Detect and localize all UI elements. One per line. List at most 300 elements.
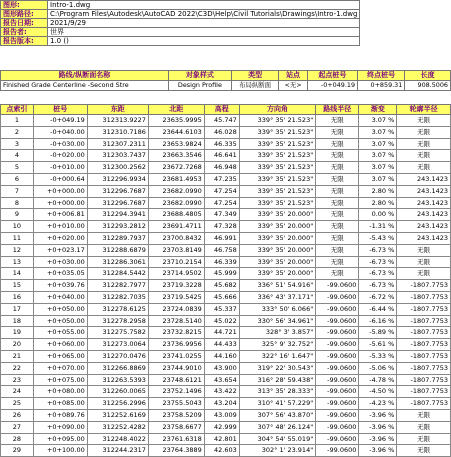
table-cell: 336° 43' 37.171" (239, 291, 315, 303)
table-cell: 19 (1, 327, 34, 339)
table-row (1, 126, 451, 138)
table-cell: +0+090.00 (33, 421, 87, 433)
route-header-cell: 起点桩号 (307, 71, 357, 81)
table-cell: 23688.4805 (148, 209, 204, 221)
table-cell: 7 (1, 185, 34, 197)
points-header-cell: 路线半径 (316, 105, 359, 115)
table-cell: 21 (1, 350, 34, 362)
table-cell: 23764.3889 (148, 445, 204, 457)
table-cell: -5.61 % (359, 339, 397, 351)
table-cell: -3.96 % (359, 433, 397, 445)
table-cell: +0+010.00 (33, 221, 87, 233)
route-summary-table (0, 70, 451, 91)
table-cell: 12 (1, 244, 34, 256)
table-cell: +0+055.00 (33, 327, 87, 339)
table-cell: 23724.0839 (148, 303, 204, 315)
table-cell: -99.0600 (316, 362, 359, 374)
table-cell: +0+000.00 (33, 197, 87, 209)
table-cell: 23635.9995 (148, 115, 204, 127)
route-cell: 0+859.31 (358, 81, 405, 91)
table-cell: 无限 (316, 232, 359, 244)
table-cell: +0+000.00 (33, 185, 87, 197)
table-cell: 6 (1, 173, 34, 185)
table-cell: 312307.2311 (87, 138, 148, 150)
table-cell: 无限 (397, 115, 451, 127)
table-row (1, 291, 451, 303)
table-cell: 46.758 (204, 244, 239, 256)
table-cell: 23653.9824 (148, 138, 204, 150)
table-cell: -5.89 % (359, 327, 397, 339)
table-row (1, 115, 451, 127)
table-cell: 23700.8432 (148, 232, 204, 244)
points-body (1, 115, 451, 457)
table-cell: 27 (1, 421, 34, 433)
table-cell: 无限 (316, 244, 359, 256)
table-cell: -99.0600 (316, 409, 359, 421)
table-cell: 23681.4953 (148, 173, 204, 185)
table-cell: 339° 35' 21.523" (239, 173, 315, 185)
table-cell: 23644.6103 (148, 126, 204, 138)
table-cell: 16 (1, 291, 34, 303)
table-cell: 2.80 % (359, 197, 397, 209)
table-cell: 无限 (316, 115, 359, 127)
table-cell: 23744.9010 (148, 362, 204, 374)
table-cell: 无限 (316, 268, 359, 280)
table-cell: 312296.9934 (87, 173, 148, 185)
table-cell: 无限 (316, 150, 359, 162)
table-cell: -99.0600 (316, 350, 359, 362)
table-cell: 29 (1, 445, 34, 457)
table-cell: -1807.7753 (397, 386, 451, 398)
table-cell: 312313.9227 (87, 115, 148, 127)
table-cell: 无限 (397, 421, 451, 433)
table-cell: 23691.4711 (148, 221, 204, 233)
table-cell: -0+049.19 (33, 115, 87, 127)
meta-key: 报告者: (1, 28, 48, 37)
table-cell: 23758.5209 (148, 409, 204, 421)
route-header-row (1, 71, 451, 81)
table-cell: 243.1423 (397, 197, 451, 209)
table-cell: 312278.6125 (87, 303, 148, 315)
table-cell: -4.23 % (359, 398, 397, 410)
table-cell: -99.0600 (316, 386, 359, 398)
table-cell: 312275.7582 (87, 327, 148, 339)
table-cell: 46.028 (204, 126, 239, 138)
table-cell: 339° 35' 21.523" (239, 115, 315, 127)
table-cell: 313° 35' 28.333" (239, 386, 315, 398)
route-data-row (1, 81, 451, 91)
table-cell: 336° 51' 54.916" (239, 280, 315, 292)
table-cell: 312296.7687 (87, 197, 148, 209)
table-cell: 339° 35' 21.523" (239, 185, 315, 197)
table-cell: 43.204 (204, 398, 239, 410)
table-cell: -5.33 % (359, 350, 397, 362)
table-cell: 无限 (316, 185, 359, 197)
table-cell: 43.009 (204, 409, 239, 421)
table-cell: 2.80 % (359, 185, 397, 197)
table-cell: 339° 35' 20.000" (239, 268, 315, 280)
table-cell: 23714.9502 (148, 268, 204, 280)
table-cell: 304° 54' 55.019" (239, 433, 315, 445)
table-cell: 312294.3941 (87, 209, 148, 221)
table-cell: -99.0600 (316, 303, 359, 315)
table-cell: 无限 (397, 445, 451, 457)
table-cell: 339° 35' 21.523" (239, 138, 315, 150)
table-cell: -99.0600 (316, 421, 359, 433)
table-cell: 17 (1, 303, 34, 315)
table-cell: 无限 (397, 268, 451, 280)
table-row (1, 244, 451, 256)
table-row (1, 327, 451, 339)
table-cell: 14 (1, 268, 34, 280)
route-header-cell: 类型 (231, 71, 279, 81)
table-cell: 23 (1, 374, 34, 386)
table-cell: 无限 (316, 173, 359, 185)
table-cell: 45.666 (204, 291, 239, 303)
table-cell: 3.07 % (359, 138, 397, 150)
table-cell: -0+000.64 (33, 173, 87, 185)
table-cell: -99.0600 (316, 445, 359, 457)
table-cell: 45.682 (204, 280, 239, 292)
table-cell: 3.07 % (359, 126, 397, 138)
table-cell: -0+020.00 (33, 150, 87, 162)
meta-row (1, 10, 360, 19)
table-cell: 23672.7268 (148, 162, 204, 174)
table-cell: 333° 50' 6.066" (239, 303, 315, 315)
table-cell: 23663.3546 (148, 150, 204, 162)
points-header-cell: 方向角 (239, 105, 315, 115)
table-cell: 312282.7035 (87, 291, 148, 303)
route-header-cell: 长度 (405, 71, 451, 81)
table-cell: 无限 (397, 126, 451, 138)
table-cell: -1807.7753 (397, 350, 451, 362)
table-cell: +0+060.00 (33, 339, 87, 351)
table-row (1, 173, 451, 185)
points-header-cell: 桩号 (33, 105, 87, 115)
table-cell: 43.900 (204, 362, 239, 374)
table-row (1, 409, 451, 421)
table-cell: 243.1423 (397, 221, 451, 233)
table-cell: +0+030.00 (33, 256, 87, 268)
table-cell: 312248.4022 (87, 433, 148, 445)
table-row (1, 209, 451, 221)
table-cell: 47.235 (204, 173, 239, 185)
table-cell: 无限 (316, 126, 359, 138)
table-row (1, 256, 451, 268)
table-cell: 312270.0476 (87, 350, 148, 362)
meta-value: 1.0 () (48, 37, 360, 46)
table-row (1, 150, 451, 162)
table-row (1, 386, 451, 398)
table-cell: 23710.2154 (148, 256, 204, 268)
table-cell: 312300.2562 (87, 162, 148, 174)
table-cell: 46.339 (204, 256, 239, 268)
table-cell: 23728.5140 (148, 315, 204, 327)
points-header-cell: 渐变 (359, 105, 397, 115)
meta-row (1, 28, 360, 37)
table-cell: -6.73 % (359, 244, 397, 256)
table-cell: +0+039.76 (33, 280, 87, 292)
table-cell: -99.0600 (316, 291, 359, 303)
table-cell: 无限 (316, 221, 359, 233)
meta-value: Intro-1.dwg (48, 1, 360, 10)
table-cell: 23741.0255 (148, 350, 204, 362)
table-cell: -1807.7753 (397, 327, 451, 339)
table-cell: 1 (1, 115, 34, 127)
table-cell: 310° 41' 57.229" (239, 398, 315, 410)
table-cell: 312284.5442 (87, 268, 148, 280)
table-cell: 339° 35' 20.000" (239, 256, 315, 268)
table-cell: 43.422 (204, 386, 239, 398)
route-header-cell: 对象样式 (168, 71, 231, 81)
table-cell: 23682.0990 (148, 197, 204, 209)
table-cell: 3.07 % (359, 162, 397, 174)
table-cell: 43.654 (204, 374, 239, 386)
table-cell: 10 (1, 221, 34, 233)
table-cell: -6.73 % (359, 280, 397, 292)
table-cell: 11 (1, 232, 34, 244)
table-cell: -4.50 % (359, 386, 397, 398)
table-row (1, 232, 451, 244)
table-cell: 46.948 (204, 162, 239, 174)
table-cell: 23719.5425 (148, 291, 204, 303)
table-cell: 312252.4282 (87, 421, 148, 433)
table-cell: 312252.6169 (87, 409, 148, 421)
table-cell: 312296.7687 (87, 185, 148, 197)
table-row (1, 197, 451, 209)
table-row (1, 280, 451, 292)
route-header-cell: 路线/纵断面名称 (1, 71, 169, 81)
table-cell: -6.73 % (359, 256, 397, 268)
table-cell: 339° 35' 21.523" (239, 126, 315, 138)
table-cell: 3 (1, 138, 34, 150)
table-cell: 20 (1, 339, 34, 351)
table-cell: -6.16 % (359, 315, 397, 327)
meta-row (1, 19, 360, 28)
table-cell: 23752.1496 (148, 386, 204, 398)
route-cell: 908.5006 (405, 81, 451, 91)
table-cell: 339° 35' 21.523" (239, 150, 315, 162)
table-cell: -0+010.00 (33, 162, 87, 174)
table-cell: -99.0600 (316, 315, 359, 327)
table-cell: -1807.7753 (397, 315, 451, 327)
meta-key: 图形: (1, 1, 48, 10)
table-cell: 312310.7186 (87, 126, 148, 138)
table-cell: 312256.2996 (87, 398, 148, 410)
table-cell: 23761.6318 (148, 433, 204, 445)
table-cell: 312286.3061 (87, 256, 148, 268)
table-cell: -99.0600 (316, 339, 359, 351)
table-cell: +0+075.00 (33, 374, 87, 386)
table-cell: +0+023.17 (33, 244, 87, 256)
table-cell: 22 (1, 362, 34, 374)
table-cell: -6.73 % (359, 268, 397, 280)
table-cell: 47.254 (204, 185, 239, 197)
table-cell: 42.999 (204, 421, 239, 433)
table-cell: 312282.7977 (87, 280, 148, 292)
table-row (1, 138, 451, 150)
table-cell: -3.96 % (359, 445, 397, 457)
points-header-cell: 高程 (204, 105, 239, 115)
table-cell: 312288.6879 (87, 244, 148, 256)
table-row (1, 433, 451, 445)
table-cell: 无限 (316, 197, 359, 209)
table-cell: 18 (1, 315, 34, 327)
table-cell: 无限 (397, 150, 451, 162)
table-cell: 44.721 (204, 327, 239, 339)
table-cell: 无限 (397, 162, 451, 174)
table-cell: 319° 22' 30.543" (239, 362, 315, 374)
table-cell: 无限 (397, 256, 451, 268)
points-table (0, 104, 451, 457)
table-cell: +0+020.00 (33, 232, 87, 244)
table-cell: 3.07 % (359, 173, 397, 185)
table-cell: 243.1423 (397, 185, 451, 197)
table-cell: 23758.6677 (148, 421, 204, 433)
table-cell: 无限 (316, 162, 359, 174)
table-cell: 24 (1, 386, 34, 398)
table-cell: 无限 (397, 433, 451, 445)
table-row (1, 445, 451, 457)
table-cell: +0+006.81 (33, 209, 87, 221)
table-row (1, 398, 451, 410)
report-meta-table (0, 0, 360, 46)
table-cell: 23703.8149 (148, 244, 204, 256)
table-cell: 无限 (397, 244, 451, 256)
table-row (1, 315, 451, 327)
table-cell: 243.1423 (397, 232, 451, 244)
table-row (1, 303, 451, 315)
table-row (1, 374, 451, 386)
table-cell: 无限 (397, 409, 451, 421)
table-row (1, 268, 451, 280)
table-cell: 339° 35' 20.000" (239, 221, 315, 233)
table-cell: -1807.7753 (397, 303, 451, 315)
table-cell: 25 (1, 398, 34, 410)
meta-value: 2021/9/29 (48, 19, 360, 28)
table-cell: +0+095.00 (33, 433, 87, 445)
table-cell: 47.328 (204, 221, 239, 233)
table-cell: -1.31 % (359, 221, 397, 233)
table-cell: 312244.2317 (87, 445, 148, 457)
table-cell: +0+035.05 (33, 268, 87, 280)
table-cell: -1807.7753 (397, 339, 451, 351)
table-cell: 47.254 (204, 197, 239, 209)
table-cell: 44.160 (204, 350, 239, 362)
meta-value: C:\Program Files\Autodesk\AutoCAD 2022\C3D\Help\Civil Tutorials\Drawings\Intro-1.dwg (48, 10, 360, 19)
table-cell: 无限 (316, 209, 359, 221)
table-cell: 312303.7437 (87, 150, 148, 162)
route-cell: <无> (279, 81, 307, 91)
table-cell: 13 (1, 256, 34, 268)
table-cell: 45.022 (204, 315, 239, 327)
table-cell: 42.603 (204, 445, 239, 457)
table-cell: 339° 35' 20.000" (239, 209, 315, 221)
table-cell: +0+070.00 (33, 362, 87, 374)
table-cell: 5 (1, 162, 34, 174)
report-meta-body (1, 1, 360, 46)
table-cell: 312266.8869 (87, 362, 148, 374)
table-cell: 328° 3' 3.857" (239, 327, 315, 339)
table-row (1, 162, 451, 174)
table-cell: 302° 1' 23.914" (239, 445, 315, 457)
table-cell: +0+089.76 (33, 409, 87, 421)
table-cell: 312293.2812 (87, 221, 148, 233)
table-cell: 312289.7937 (87, 232, 148, 244)
table-cell: +0+100.00 (33, 445, 87, 457)
table-cell: 4 (1, 150, 34, 162)
table-cell: 325° 9' 32.752" (239, 339, 315, 351)
route-cell: Design Profile (168, 81, 231, 91)
points-header-row (1, 105, 451, 115)
table-cell: 47.349 (204, 209, 239, 221)
table-cell: -3.96 % (359, 421, 397, 433)
table-cell: -1807.7753 (397, 374, 451, 386)
route-header-cell: 终点桩号 (358, 71, 405, 81)
table-cell: +0+065.00 (33, 350, 87, 362)
table-cell: -99.0600 (316, 398, 359, 410)
table-cell: 243.1423 (397, 173, 451, 185)
table-cell: 339° 35' 21.523" (239, 197, 315, 209)
table-cell: 23748.6121 (148, 374, 204, 386)
table-cell: 307° 48' 26.124" (239, 421, 315, 433)
table-cell: +0+050.00 (33, 315, 87, 327)
points-header-cell: 点索引 (1, 105, 34, 115)
table-cell: 23736.9956 (148, 339, 204, 351)
table-cell: -0+030.00 (33, 138, 87, 150)
table-cell: 312263.5393 (87, 374, 148, 386)
table-cell: 15 (1, 280, 34, 292)
table-row (1, 350, 451, 362)
route-cell: 布局纵断面 (231, 81, 279, 91)
points-header-cell: 东距 (87, 105, 148, 115)
table-cell: 无限 (316, 138, 359, 150)
table-cell: 316° 28' 59.438" (239, 374, 315, 386)
points-header-cell: 北距 (148, 105, 204, 115)
table-cell: +0+040.00 (33, 291, 87, 303)
table-cell: -6.44 % (359, 303, 397, 315)
table-cell: 322° 16' 1.647" (239, 350, 315, 362)
table-cell: -1807.7753 (397, 291, 451, 303)
table-cell: -99.0600 (316, 374, 359, 386)
table-cell: 46.335 (204, 138, 239, 150)
table-cell: -99.0600 (316, 327, 359, 339)
table-cell: 330° 56' 34.961" (239, 315, 315, 327)
route-cell: Finished Grade Centerline -Second Stre (1, 81, 169, 91)
table-cell: -1807.7753 (397, 398, 451, 410)
table-cell: 无限 (397, 138, 451, 150)
table-cell: -6.72 % (359, 291, 397, 303)
meta-key: 图形路径: (1, 10, 48, 19)
table-cell: 23732.8215 (148, 327, 204, 339)
table-cell: 312260.0065 (87, 386, 148, 398)
table-cell: 3.07 % (359, 150, 397, 162)
table-row (1, 185, 451, 197)
table-cell: 9 (1, 209, 34, 221)
table-cell: 无限 (316, 256, 359, 268)
table-cell: -5.06 % (359, 362, 397, 374)
table-cell: 243.1423 (397, 209, 451, 221)
table-row (1, 362, 451, 374)
table-cell: +0+080.00 (33, 386, 87, 398)
table-cell: 45.999 (204, 268, 239, 280)
table-cell: 23682.0990 (148, 185, 204, 197)
table-cell: 312273.0064 (87, 339, 148, 351)
table-cell: +0+050.00 (33, 303, 87, 315)
meta-key: 报告版本: (1, 37, 48, 46)
table-cell: -0+040.00 (33, 126, 87, 138)
table-cell: 23719.3228 (148, 280, 204, 292)
